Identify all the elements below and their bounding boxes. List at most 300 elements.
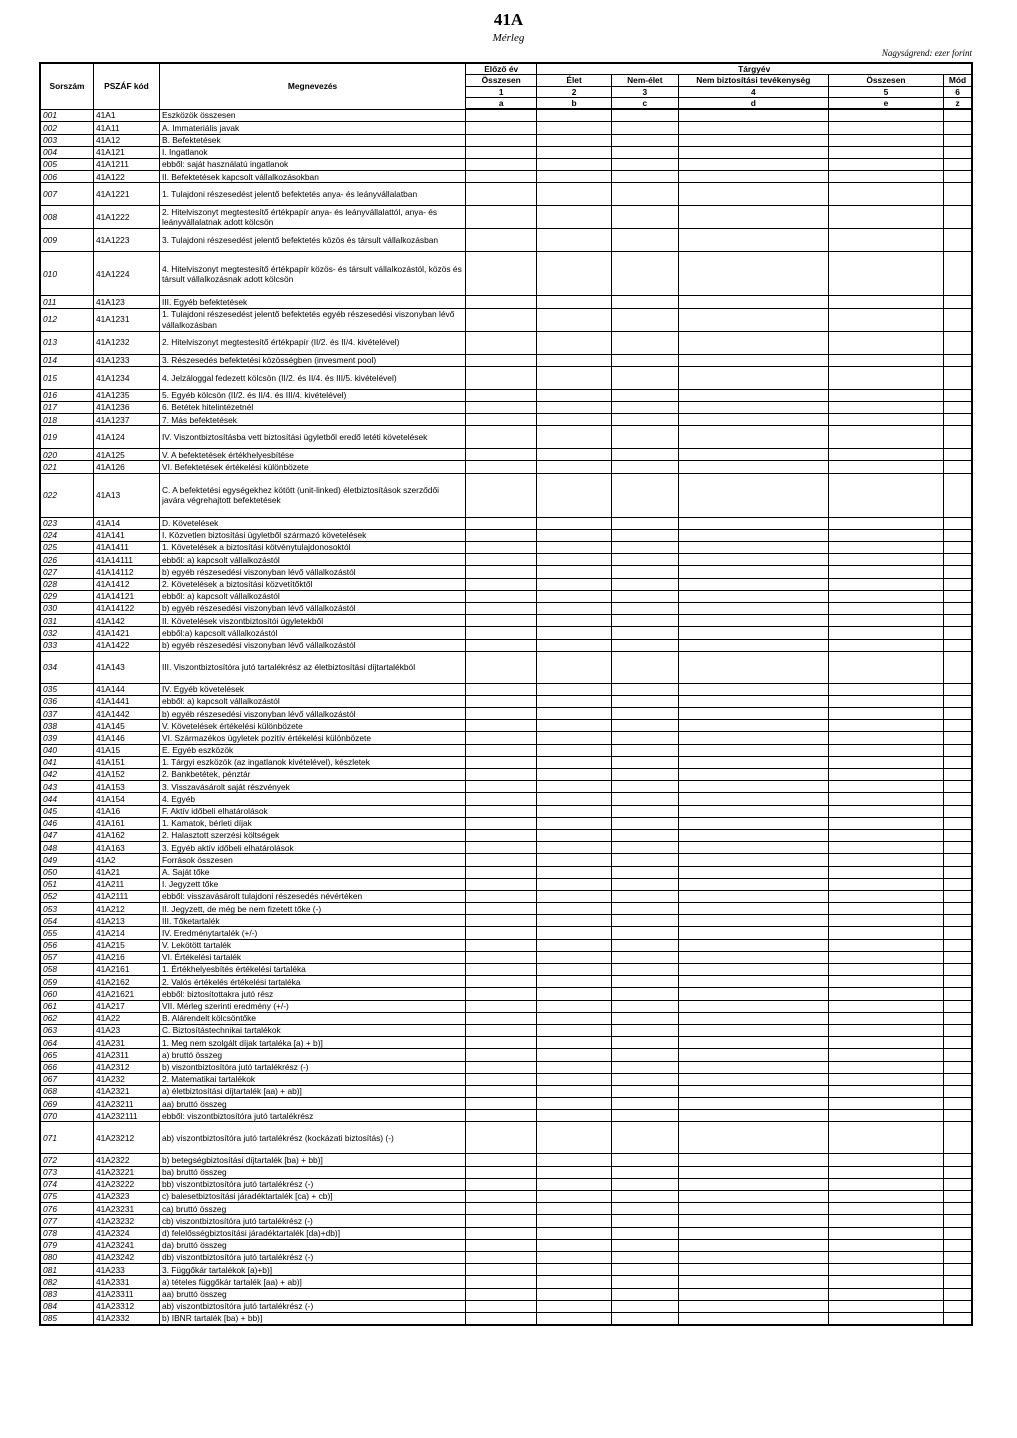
value-cell-elet[interactable] [537,252,611,296]
value-cell-elozo-osszesen[interactable] [466,976,537,988]
value-cell-mod[interactable] [944,769,972,781]
value-cell-nem-biztositasi[interactable] [678,878,828,890]
value-cell-elozo-osszesen[interactable] [466,708,537,720]
value-cell-nem-elet[interactable] [611,1215,678,1227]
value-cell-targyev-osszesen[interactable] [828,720,943,732]
value-cell-nem-elet[interactable] [611,122,678,134]
value-cell-mod[interactable] [944,939,972,951]
value-cell-elozo-osszesen[interactable] [466,252,537,296]
value-cell-mod[interactable] [944,554,972,566]
value-cell-elozo-osszesen[interactable] [466,401,537,413]
value-cell-nem-elet[interactable] [611,854,678,866]
value-cell-elet[interactable] [537,354,611,366]
value-cell-nem-elet[interactable] [611,517,678,529]
value-cell-targyev-osszesen[interactable] [828,964,943,976]
value-cell-elozo-osszesen[interactable] [466,414,537,426]
value-cell-nem-biztositasi[interactable] [678,1203,828,1215]
value-cell-mod[interactable] [944,414,972,426]
value-cell-elet[interactable] [537,158,611,170]
value-cell-elozo-osszesen[interactable] [466,1085,537,1097]
value-cell-nem-biztositasi[interactable] [678,554,828,566]
value-cell-elet[interactable] [537,805,611,817]
value-cell-nem-elet[interactable] [611,988,678,1000]
value-cell-elozo-osszesen[interactable] [466,1166,537,1178]
value-cell-nem-elet[interactable] [611,915,678,927]
value-cell-mod[interactable] [944,1215,972,1227]
value-cell-elet[interactable] [537,122,611,134]
value-cell-nem-biztositasi[interactable] [678,988,828,1000]
value-cell-nem-biztositasi[interactable] [678,1178,828,1190]
value-cell-targyev-osszesen[interactable] [828,793,943,805]
value-cell-elet[interactable] [537,1191,611,1203]
value-cell-targyev-osszesen[interactable] [828,296,943,308]
value-cell-targyev-osszesen[interactable] [828,829,943,841]
value-cell-targyev-osszesen[interactable] [828,1178,943,1190]
value-cell-nem-biztositasi[interactable] [678,473,828,517]
value-cell-elet[interactable] [537,1024,611,1036]
value-cell-nem-elet[interactable] [611,695,678,707]
value-cell-targyev-osszesen[interactable] [828,1215,943,1227]
value-cell-targyev-osszesen[interactable] [828,1154,943,1166]
value-cell-targyev-osszesen[interactable] [828,769,943,781]
value-cell-mod[interactable] [944,651,972,683]
value-cell-nem-biztositasi[interactable] [678,171,828,183]
value-cell-nem-elet[interactable] [611,903,678,915]
value-cell-elet[interactable] [537,793,611,805]
value-cell-elet[interactable] [537,566,611,578]
value-cell-mod[interactable] [944,805,972,817]
value-cell-nem-biztositasi[interactable] [678,602,828,614]
value-cell-elet[interactable] [537,878,611,890]
value-cell-elozo-osszesen[interactable] [466,1000,537,1012]
value-cell-targyev-osszesen[interactable] [828,1191,943,1203]
value-cell-mod[interactable] [944,109,972,122]
value-cell-targyev-osszesen[interactable] [828,1239,943,1251]
value-cell-elet[interactable] [537,389,611,401]
value-cell-targyev-osszesen[interactable] [828,602,943,614]
value-cell-mod[interactable] [944,401,972,413]
value-cell-elozo-osszesen[interactable] [466,1276,537,1288]
value-cell-targyev-osszesen[interactable] [828,389,943,401]
value-cell-nem-biztositasi[interactable] [678,1276,828,1288]
value-cell-nem-biztositasi[interactable] [678,829,828,841]
value-cell-elozo-osszesen[interactable] [466,1191,537,1203]
value-cell-nem-biztositasi[interactable] [678,1024,828,1036]
value-cell-elozo-osszesen[interactable] [466,1288,537,1300]
value-cell-elozo-osszesen[interactable] [466,805,537,817]
value-cell-elozo-osszesen[interactable] [466,206,537,229]
value-cell-nem-biztositasi[interactable] [678,529,828,541]
value-cell-elet[interactable] [537,1098,611,1110]
value-cell-elet[interactable] [537,1288,611,1300]
value-cell-targyev-osszesen[interactable] [828,206,943,229]
value-cell-nem-elet[interactable] [611,744,678,756]
value-cell-elozo-osszesen[interactable] [466,615,537,627]
value-cell-mod[interactable] [944,988,972,1000]
value-cell-targyev-osszesen[interactable] [828,976,943,988]
value-cell-mod[interactable] [944,1122,972,1154]
value-cell-nem-biztositasi[interactable] [678,1000,828,1012]
value-cell-targyev-osszesen[interactable] [828,554,943,566]
value-cell-targyev-osszesen[interactable] [828,566,943,578]
value-cell-nem-biztositasi[interactable] [678,1300,828,1312]
value-cell-targyev-osszesen[interactable] [828,109,943,122]
value-cell-nem-biztositasi[interactable] [678,1215,828,1227]
value-cell-mod[interactable] [944,252,972,296]
value-cell-targyev-osszesen[interactable] [828,627,943,639]
value-cell-nem-biztositasi[interactable] [678,122,828,134]
value-cell-elet[interactable] [537,1049,611,1061]
value-cell-nem-biztositasi[interactable] [678,1098,828,1110]
value-cell-targyev-osszesen[interactable] [828,331,943,354]
value-cell-targyev-osszesen[interactable] [828,651,943,683]
value-cell-nem-elet[interactable] [611,109,678,122]
value-cell-targyev-osszesen[interactable] [828,308,943,331]
value-cell-nem-biztositasi[interactable] [678,939,828,951]
value-cell-elet[interactable] [537,308,611,331]
value-cell-mod[interactable] [944,1061,972,1073]
value-cell-elet[interactable] [537,615,611,627]
value-cell-mod[interactable] [944,781,972,793]
value-cell-elet[interactable] [537,1073,611,1085]
value-cell-mod[interactable] [944,1276,972,1288]
value-cell-targyev-osszesen[interactable] [828,744,943,756]
value-cell-nem-biztositasi[interactable] [678,1085,828,1097]
value-cell-nem-elet[interactable] [611,817,678,829]
value-cell-nem-biztositasi[interactable] [678,449,828,461]
value-cell-mod[interactable] [944,1288,972,1300]
value-cell-elet[interactable] [537,951,611,963]
value-cell-elet[interactable] [537,708,611,720]
value-cell-nem-biztositasi[interactable] [678,1012,828,1024]
value-cell-nem-elet[interactable] [611,1312,678,1325]
value-cell-nem-biztositasi[interactable] [678,805,828,817]
value-cell-mod[interactable] [944,308,972,331]
value-cell-elozo-osszesen[interactable] [466,146,537,158]
value-cell-elozo-osszesen[interactable] [466,939,537,951]
value-cell-elet[interactable] [537,639,611,651]
value-cell-nem-elet[interactable] [611,1154,678,1166]
value-cell-elozo-osszesen[interactable] [466,988,537,1000]
value-cell-elozo-osszesen[interactable] [466,171,537,183]
value-cell-nem-biztositasi[interactable] [678,1061,828,1073]
value-cell-nem-elet[interactable] [611,1024,678,1036]
value-cell-targyev-osszesen[interactable] [828,1085,943,1097]
value-cell-targyev-osszesen[interactable] [828,1288,943,1300]
value-cell-elet[interactable] [537,401,611,413]
value-cell-elet[interactable] [537,732,611,744]
value-cell-elozo-osszesen[interactable] [466,296,537,308]
value-cell-targyev-osszesen[interactable] [828,461,943,473]
value-cell-nem-biztositasi[interactable] [678,951,828,963]
value-cell-elet[interactable] [537,1154,611,1166]
value-cell-mod[interactable] [944,829,972,841]
value-cell-nem-elet[interactable] [611,1122,678,1154]
value-cell-targyev-osszesen[interactable] [828,915,943,927]
value-cell-targyev-osszesen[interactable] [828,639,943,651]
value-cell-mod[interactable] [944,171,972,183]
value-cell-targyev-osszesen[interactable] [828,252,943,296]
value-cell-mod[interactable] [944,1251,972,1263]
value-cell-elozo-osszesen[interactable] [466,158,537,170]
value-cell-mod[interactable] [944,720,972,732]
value-cell-targyev-osszesen[interactable] [828,1024,943,1036]
value-cell-targyev-osszesen[interactable] [828,890,943,902]
value-cell-mod[interactable] [944,964,972,976]
value-cell-targyev-osszesen[interactable] [828,903,943,915]
value-cell-mod[interactable] [944,1191,972,1203]
value-cell-nem-elet[interactable] [611,1085,678,1097]
value-cell-nem-biztositasi[interactable] [678,158,828,170]
value-cell-mod[interactable] [944,951,972,963]
value-cell-nem-elet[interactable] [611,866,678,878]
value-cell-nem-biztositasi[interactable] [678,109,828,122]
value-cell-targyev-osszesen[interactable] [828,183,943,206]
value-cell-elozo-osszesen[interactable] [466,566,537,578]
value-cell-elozo-osszesen[interactable] [466,817,537,829]
value-cell-targyev-osszesen[interactable] [828,781,943,793]
value-cell-targyev-osszesen[interactable] [828,171,943,183]
value-cell-elozo-osszesen[interactable] [466,529,537,541]
value-cell-elet[interactable] [537,756,611,768]
value-cell-nem-elet[interactable] [611,554,678,566]
value-cell-elet[interactable] [537,1085,611,1097]
value-cell-targyev-osszesen[interactable] [828,1122,943,1154]
value-cell-targyev-osszesen[interactable] [828,1061,943,1073]
value-cell-elet[interactable] [537,1264,611,1276]
value-cell-mod[interactable] [944,1000,972,1012]
value-cell-nem-biztositasi[interactable] [678,517,828,529]
value-cell-mod[interactable] [944,366,972,389]
value-cell-nem-elet[interactable] [611,426,678,449]
value-cell-targyev-osszesen[interactable] [828,988,943,1000]
value-cell-elozo-osszesen[interactable] [466,651,537,683]
value-cell-targyev-osszesen[interactable] [828,1227,943,1239]
value-cell-mod[interactable] [944,842,972,854]
value-cell-nem-biztositasi[interactable] [678,461,828,473]
value-cell-elozo-osszesen[interactable] [466,229,537,252]
value-cell-elozo-osszesen[interactable] [466,578,537,590]
value-cell-nem-elet[interactable] [611,158,678,170]
value-cell-nem-elet[interactable] [611,829,678,841]
value-cell-nem-elet[interactable] [611,401,678,413]
value-cell-elet[interactable] [537,842,611,854]
value-cell-elet[interactable] [537,578,611,590]
value-cell-targyev-osszesen[interactable] [828,449,943,461]
value-cell-nem-elet[interactable] [611,939,678,951]
value-cell-targyev-osszesen[interactable] [828,1203,943,1215]
value-cell-elozo-osszesen[interactable] [466,183,537,206]
value-cell-targyev-osszesen[interactable] [828,939,943,951]
value-cell-nem-elet[interactable] [611,1061,678,1073]
value-cell-elozo-osszesen[interactable] [466,109,537,122]
value-cell-nem-elet[interactable] [611,1251,678,1263]
value-cell-nem-elet[interactable] [611,756,678,768]
value-cell-mod[interactable] [944,158,972,170]
value-cell-targyev-osszesen[interactable] [828,951,943,963]
value-cell-elet[interactable] [537,1276,611,1288]
value-cell-elet[interactable] [537,134,611,146]
value-cell-elet[interactable] [537,1000,611,1012]
value-cell-elet[interactable] [537,915,611,927]
value-cell-elet[interactable] [537,146,611,158]
value-cell-elet[interactable] [537,206,611,229]
value-cell-nem-elet[interactable] [611,1264,678,1276]
value-cell-nem-elet[interactable] [611,171,678,183]
value-cell-nem-biztositasi[interactable] [678,389,828,401]
value-cell-nem-biztositasi[interactable] [678,793,828,805]
value-cell-mod[interactable] [944,627,972,639]
value-cell-mod[interactable] [944,1239,972,1251]
value-cell-nem-biztositasi[interactable] [678,1073,828,1085]
value-cell-mod[interactable] [944,854,972,866]
value-cell-elozo-osszesen[interactable] [466,1122,537,1154]
value-cell-nem-elet[interactable] [611,627,678,639]
value-cell-mod[interactable] [944,449,972,461]
value-cell-mod[interactable] [944,615,972,627]
value-cell-elozo-osszesen[interactable] [466,720,537,732]
value-cell-elet[interactable] [537,109,611,122]
value-cell-nem-elet[interactable] [611,578,678,590]
value-cell-nem-biztositasi[interactable] [678,308,828,331]
value-cell-targyev-osszesen[interactable] [828,708,943,720]
value-cell-nem-elet[interactable] [611,1300,678,1312]
value-cell-targyev-osszesen[interactable] [828,805,943,817]
value-cell-nem-biztositasi[interactable] [678,756,828,768]
value-cell-nem-elet[interactable] [611,473,678,517]
value-cell-mod[interactable] [944,683,972,695]
value-cell-elet[interactable] [537,781,611,793]
value-cell-nem-biztositasi[interactable] [678,695,828,707]
value-cell-targyev-osszesen[interactable] [828,134,943,146]
value-cell-nem-biztositasi[interactable] [678,401,828,413]
value-cell-mod[interactable] [944,122,972,134]
value-cell-targyev-osszesen[interactable] [828,695,943,707]
value-cell-targyev-osszesen[interactable] [828,354,943,366]
value-cell-nem-biztositasi[interactable] [678,976,828,988]
value-cell-nem-elet[interactable] [611,964,678,976]
value-cell-elet[interactable] [537,964,611,976]
value-cell-elet[interactable] [537,683,611,695]
value-cell-elet[interactable] [537,854,611,866]
value-cell-nem-biztositasi[interactable] [678,1251,828,1263]
value-cell-elet[interactable] [537,449,611,461]
value-cell-elozo-osszesen[interactable] [466,951,537,963]
value-cell-nem-elet[interactable] [611,206,678,229]
value-cell-nem-biztositasi[interactable] [678,866,828,878]
value-cell-nem-biztositasi[interactable] [678,134,828,146]
value-cell-nem-biztositasi[interactable] [678,1110,828,1122]
value-cell-nem-elet[interactable] [611,615,678,627]
value-cell-elozo-osszesen[interactable] [466,389,537,401]
value-cell-targyev-osszesen[interactable] [828,1251,943,1263]
value-cell-mod[interactable] [944,927,972,939]
value-cell-elozo-osszesen[interactable] [466,602,537,614]
value-cell-nem-elet[interactable] [611,229,678,252]
value-cell-nem-elet[interactable] [611,781,678,793]
value-cell-nem-elet[interactable] [611,414,678,426]
value-cell-nem-elet[interactable] [611,1166,678,1178]
value-cell-elet[interactable] [537,1227,611,1239]
value-cell-elozo-osszesen[interactable] [466,683,537,695]
value-cell-elozo-osszesen[interactable] [466,903,537,915]
value-cell-mod[interactable] [944,206,972,229]
value-cell-nem-biztositasi[interactable] [678,354,828,366]
value-cell-elozo-osszesen[interactable] [466,1239,537,1251]
value-cell-elet[interactable] [537,517,611,529]
value-cell-mod[interactable] [944,976,972,988]
value-cell-targyev-osszesen[interactable] [828,426,943,449]
value-cell-nem-elet[interactable] [611,354,678,366]
value-cell-mod[interactable] [944,331,972,354]
value-cell-nem-elet[interactable] [611,366,678,389]
value-cell-elozo-osszesen[interactable] [466,878,537,890]
value-cell-elet[interactable] [537,1312,611,1325]
value-cell-elozo-osszesen[interactable] [466,542,537,554]
value-cell-elet[interactable] [537,976,611,988]
value-cell-mod[interactable] [944,296,972,308]
value-cell-nem-biztositasi[interactable] [678,1037,828,1049]
value-cell-elet[interactable] [537,829,611,841]
value-cell-targyev-osszesen[interactable] [828,1049,943,1061]
value-cell-nem-elet[interactable] [611,252,678,296]
value-cell-mod[interactable] [944,1012,972,1024]
value-cell-targyev-osszesen[interactable] [828,158,943,170]
value-cell-nem-biztositasi[interactable] [678,1166,828,1178]
value-cell-mod[interactable] [944,1085,972,1097]
value-cell-elozo-osszesen[interactable] [466,1312,537,1325]
value-cell-mod[interactable] [944,639,972,651]
value-cell-elozo-osszesen[interactable] [466,473,537,517]
value-cell-elet[interactable] [537,554,611,566]
value-cell-nem-elet[interactable] [611,1178,678,1190]
value-cell-nem-elet[interactable] [611,602,678,614]
value-cell-elozo-osszesen[interactable] [466,1154,537,1166]
value-cell-mod[interactable] [944,1154,972,1166]
value-cell-elozo-osszesen[interactable] [466,793,537,805]
value-cell-nem-elet[interactable] [611,890,678,902]
value-cell-targyev-osszesen[interactable] [828,473,943,517]
value-cell-nem-elet[interactable] [611,461,678,473]
value-cell-mod[interactable] [944,529,972,541]
value-cell-elozo-osszesen[interactable] [466,1251,537,1263]
value-cell-elet[interactable] [537,461,611,473]
value-cell-nem-biztositasi[interactable] [678,1264,828,1276]
value-cell-mod[interactable] [944,461,972,473]
value-cell-nem-elet[interactable] [611,878,678,890]
value-cell-elet[interactable] [537,1251,611,1263]
value-cell-mod[interactable] [944,1049,972,1061]
value-cell-elet[interactable] [537,1037,611,1049]
value-cell-elet[interactable] [537,171,611,183]
value-cell-nem-biztositasi[interactable] [678,927,828,939]
value-cell-elozo-osszesen[interactable] [466,590,537,602]
value-cell-mod[interactable] [944,578,972,590]
value-cell-mod[interactable] [944,566,972,578]
value-cell-nem-elet[interactable] [611,1073,678,1085]
value-cell-nem-elet[interactable] [611,331,678,354]
value-cell-mod[interactable] [944,817,972,829]
value-cell-nem-biztositasi[interactable] [678,817,828,829]
value-cell-nem-biztositasi[interactable] [678,206,828,229]
value-cell-nem-biztositasi[interactable] [678,183,828,206]
value-cell-elozo-osszesen[interactable] [466,756,537,768]
value-cell-targyev-osszesen[interactable] [828,542,943,554]
value-cell-nem-elet[interactable] [611,1012,678,1024]
value-cell-elet[interactable] [537,769,611,781]
value-cell-nem-elet[interactable] [611,1276,678,1288]
value-cell-elet[interactable] [537,744,611,756]
